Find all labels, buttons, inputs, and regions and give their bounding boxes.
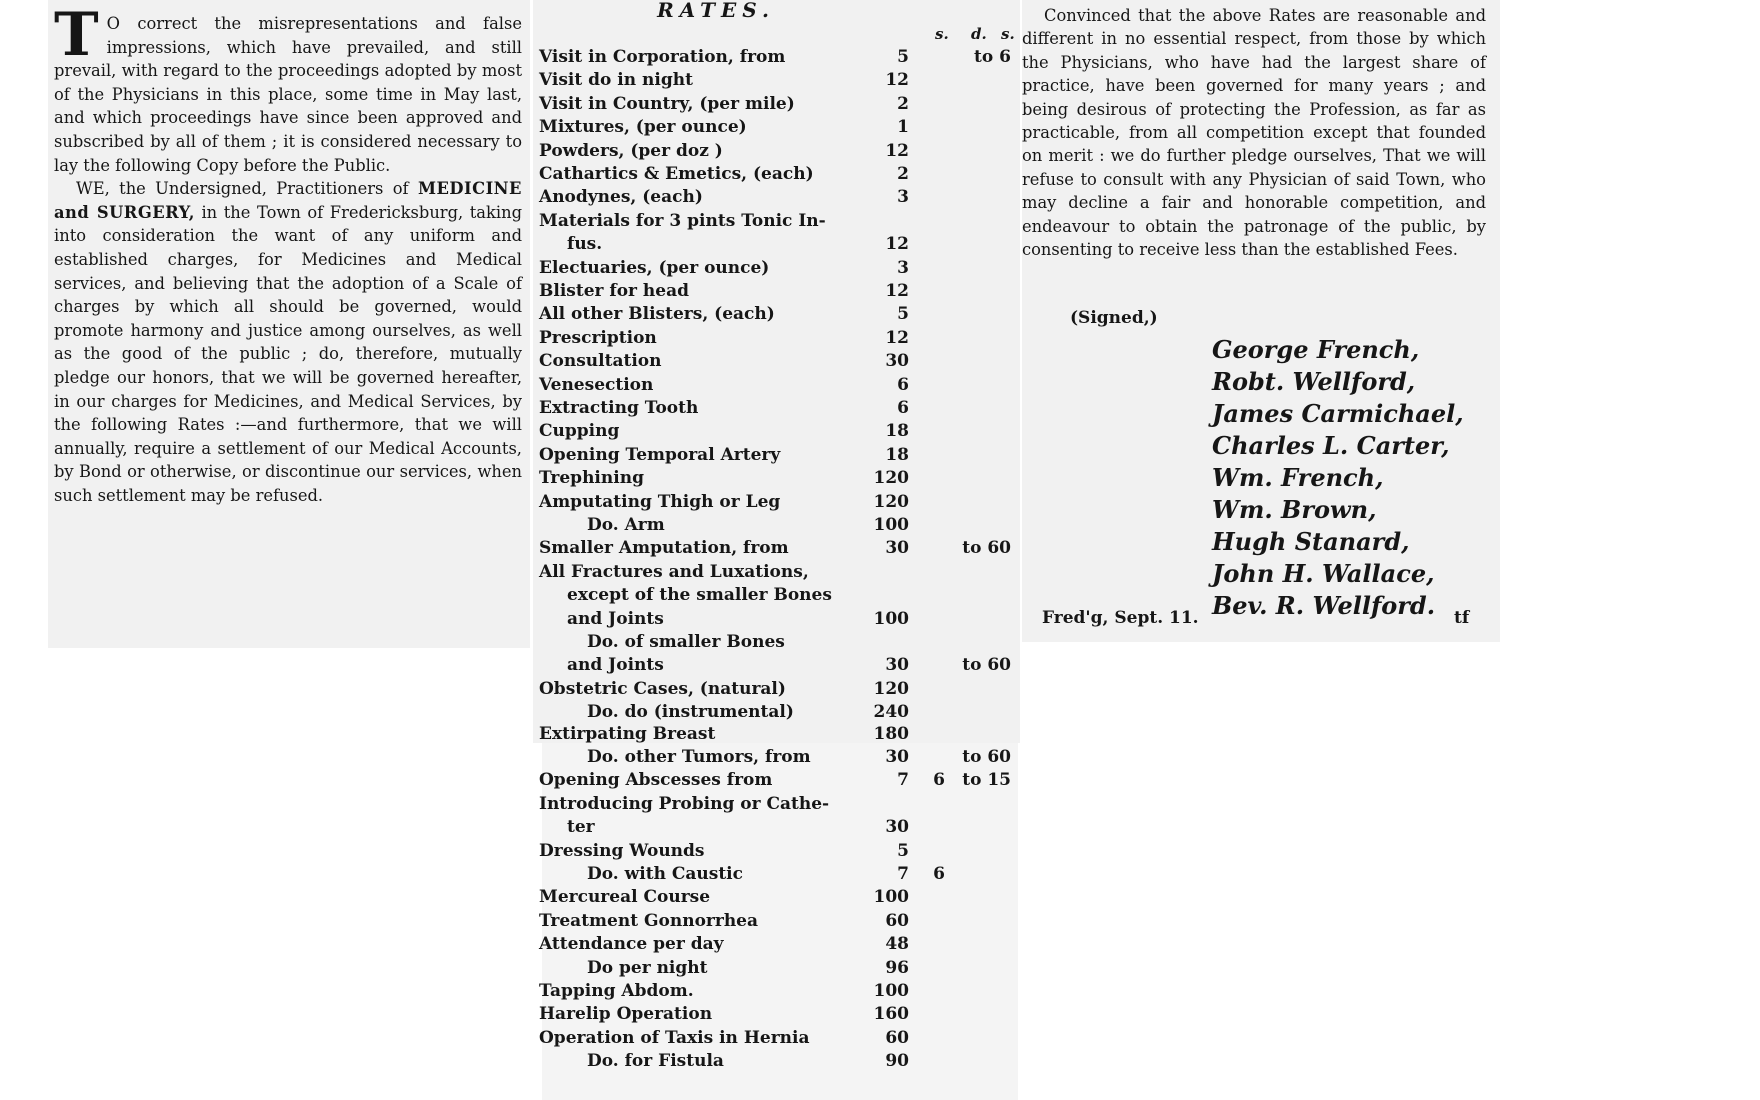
rate-range: to 60 <box>962 747 1011 767</box>
rate-shillings: 100 <box>873 515 909 535</box>
intro-paragraph-1 <box>54 0 522 177</box>
rate-label: Do. Arm <box>587 515 665 535</box>
rate-label: Do. do (instrumental) <box>587 702 794 723</box>
signed-label: (Signed,) <box>1070 308 1158 328</box>
rate-row <box>539 492 1009 515</box>
rate-shillings: 90 <box>885 1051 909 1072</box>
rate-row <box>539 234 1009 257</box>
rate-label: Trephining <box>539 468 644 489</box>
rate-label: Opening Temporal Artery <box>539 444 781 465</box>
rate-label: Smaller Amputation, from <box>539 538 789 559</box>
rate-label: Cathartics & Emetics, (each) <box>539 164 814 184</box>
rate-row <box>539 187 1009 210</box>
rate-shillings: 1 <box>897 117 909 138</box>
rate-row <box>539 1028 1009 1051</box>
rate-label: Visit in Country, (per mile) <box>539 93 795 114</box>
rate-row <box>539 70 1009 93</box>
rate-shillings: 3 <box>897 187 909 208</box>
rate-range: to 60 <box>962 538 1011 559</box>
signer-name: Wm. French, <box>1212 463 1384 492</box>
rate-range: to 15 <box>962 770 1011 791</box>
rate-row <box>539 515 1009 538</box>
rate-shillings: 12 <box>885 70 909 91</box>
rate-range: to 60 <box>962 655 1011 676</box>
rate-row <box>539 887 1009 910</box>
rate-shillings: 120 <box>873 468 909 489</box>
intro-paragraph-2-rest: in the Town of Fredericksburg, taking into consideration the want of any uniform and established charges, for Medicines and Medical services, and believing that the adoption of a Scale of charges by which all should be governed, would promote harmony and justice among ourselves, as well as the good of the public ; do, therefore, mutually pledge our honors, that we will be governed hereafter, in our charges for Medicines, and Medical Services, by the following Rates :—and furthermore, that we will annually, require a settlement of our Medical Accounts, by Bond or otherwise, or discontinue our services, when such settlement may be refused. <box>54 202 522 505</box>
rate-row <box>539 351 1009 374</box>
rate-shillings: 30 <box>885 351 909 372</box>
rate-shillings: 30 <box>885 747 909 767</box>
rate-label: Powders, (per doz ) <box>539 140 723 161</box>
rate-row <box>539 934 1009 957</box>
rate-label: Attendance per day <box>539 934 724 955</box>
rate-shillings: 7 <box>897 864 909 884</box>
rate-row <box>539 724 1009 747</box>
rate-shillings: 5 <box>897 47 909 67</box>
rate-shillings: 5 <box>897 840 909 861</box>
rate-label: Do. other Tumors, from <box>587 747 811 767</box>
rate-row <box>539 117 1009 140</box>
rates-column-continued <box>539 723 1018 1100</box>
rate-shillings: 18 <box>885 444 909 465</box>
rate-row <box>539 304 1009 327</box>
rate-shillings: 120 <box>873 678 909 699</box>
rate-shillings: 5 <box>897 304 909 325</box>
signer-name: John H. Wallace, <box>1212 559 1435 588</box>
rate-label: Anodynes, (each) <box>539 187 703 208</box>
rate-row <box>539 770 1009 793</box>
till-forbid-mark: tf <box>1454 608 1470 628</box>
rate-label: except of the smaller Bones <box>567 585 832 606</box>
rate-row <box>539 375 1009 398</box>
rate-row <box>539 281 1009 304</box>
rate-label: Mercureal Course <box>539 887 711 908</box>
rate-row <box>539 747 1009 770</box>
rate-row <box>539 958 1009 981</box>
rate-label: All Fractures and Luxations, <box>539 561 809 582</box>
rate-label: Extirpating Breast <box>539 723 716 744</box>
signer-name: Wm. Brown, <box>1212 495 1377 524</box>
rate-label: All other Blisters, (each) <box>539 304 775 325</box>
signer-name: George French, <box>1212 335 1420 364</box>
rate-label: Visit in Corporation, from <box>539 47 786 67</box>
rate-row <box>539 655 1009 678</box>
rate-shillings: 240 <box>873 702 909 723</box>
rate-label: Do per night <box>587 957 708 978</box>
rate-row <box>539 398 1009 421</box>
rate-label: Do. of smaller Bones <box>587 632 785 652</box>
rate-shillings: 6 <box>897 374 909 395</box>
pence-column-header: d. <box>971 25 987 43</box>
rate-label: and Joints <box>567 608 664 629</box>
rate-row <box>539 538 1009 561</box>
rate-shillings: 96 <box>885 957 909 978</box>
rate-shillings: 60 <box>885 1027 909 1048</box>
rate-row <box>539 258 1009 281</box>
rate-shillings: 30 <box>885 538 909 559</box>
rate-pence: 6 <box>933 864 945 884</box>
rate-row <box>539 421 1009 444</box>
signer-name: James Carmichael, <box>1212 399 1464 428</box>
rate-shillings: 180 <box>873 723 909 744</box>
rate-row <box>539 911 1009 934</box>
pledge-paragraph: Convinced that the above Rates are reasonable and different in no essential respect, from those by which the Physicians, who have had the largest share of practice, have been governed for many years ; and being desirous of protecting the Profession, as far as practicable, from all competition except that founded on merit : we do further pledge ourselves, That we will refuse to consult with any Physician of said Town, who may decline a fair and honorable competition, and endeavour to obtain the patronage of the public, by consenting to receive less than the established Fees. <box>1022 6 1486 260</box>
rate-range: to 6 <box>974 47 1011 67</box>
rate-label: Do. for Fistula <box>587 1051 724 1072</box>
rate-row <box>539 702 1009 725</box>
rate-label: ter <box>567 817 595 838</box>
intro-paragraph-2 <box>54 177 522 507</box>
rate-label: Tapping Abdom. <box>539 981 694 1001</box>
rate-label: Visit do in night <box>539 70 693 91</box>
rate-label: Extracting Tooth <box>539 398 699 418</box>
rate-label: Consultation <box>539 351 662 372</box>
intro-text <box>54 0 522 507</box>
rate-row <box>539 164 1009 187</box>
rate-shillings: 30 <box>885 817 909 838</box>
rate-shillings: 100 <box>873 981 909 1001</box>
rate-row <box>539 94 1009 117</box>
signer-name: Robt. Wellford, <box>1212 367 1416 396</box>
rate-label: Do. with Caustic <box>587 864 743 884</box>
rate-label: Harelip Operation <box>539 1004 713 1025</box>
pledge-text <box>1022 4 1486 261</box>
pledge-column <box>1022 0 1500 642</box>
drop-cap: T <box>54 0 99 70</box>
rate-label: Dressing Wounds <box>539 840 705 861</box>
rate-label: Introducing Probing or Cathe- <box>539 793 830 814</box>
rate-row <box>539 47 1009 70</box>
rate-label: Cupping <box>539 421 620 442</box>
rate-label: Blister for head <box>539 281 690 301</box>
signer-name: Hugh Stanard, <box>1212 527 1410 556</box>
rate-shillings: 160 <box>873 1004 909 1025</box>
rate-row <box>539 211 1009 234</box>
signer-name: Bev. R. Wellford. <box>1212 591 1436 620</box>
signer-name: Charles L. Carter, <box>1212 431 1450 460</box>
shillings-column-header: s. <box>935 25 949 43</box>
rate-shillings: 18 <box>885 421 909 442</box>
signer-list <box>1212 334 1464 622</box>
rate-shillings: 6 <box>897 398 909 418</box>
rate-label: and Joints <box>567 655 664 676</box>
rate-shillings: 7 <box>897 770 909 791</box>
intro-paragraph-2-lead: WE, the Undersigned, Practitioners of <box>76 179 409 199</box>
rate-shillings: 2 <box>897 164 909 184</box>
rate-row <box>539 445 1009 468</box>
rate-label: Venesection <box>539 374 654 395</box>
rate-row <box>539 328 1009 351</box>
rate-shillings: 100 <box>873 887 909 908</box>
rate-label: Prescription <box>539 327 657 348</box>
rate-row <box>539 981 1009 1004</box>
rate-shillings: 12 <box>885 327 909 348</box>
rate-row <box>539 864 1009 887</box>
rate-row <box>539 632 1009 655</box>
rate-shillings: 3 <box>897 257 909 278</box>
rate-shillings: 100 <box>873 608 909 629</box>
rate-row <box>539 562 1009 585</box>
intro-paragraph-1-text: O correct the misrepresentations and false impressions, which have prevailed, and still prevail, with regard to the proceedings adopted by most of the Physicians in this place, some time in May last, and which proceedings have since been approved and subscribed by all of them ; it is considered necessary to lay the following Copy before the Public. <box>54 14 522 175</box>
rate-shillings: 12 <box>885 140 909 161</box>
rate-row <box>539 679 1009 702</box>
rates-column <box>533 0 1020 743</box>
rate-label: Mixtures, (per ounce) <box>539 117 747 138</box>
rate-shillings: 120 <box>873 491 909 512</box>
rate-label: fus. <box>567 234 603 255</box>
rate-shillings: 2 <box>897 93 909 114</box>
rate-row <box>539 1051 1009 1074</box>
intro-paragraph-2-caps: MEDICINE and SURGERY, <box>54 179 522 222</box>
rate-row <box>539 585 1009 608</box>
rate-label: Electuaries, (per ounce) <box>539 257 770 278</box>
rate-row <box>539 817 1009 840</box>
rate-row <box>539 794 1009 817</box>
rate-row <box>539 1004 1009 1027</box>
rate-row <box>539 141 1009 164</box>
rates-heading: RATES. <box>657 0 775 22</box>
rate-label: Treatment Gonnorrhea <box>539 910 759 931</box>
rate-shillings: 12 <box>885 281 909 301</box>
rate-shillings: 48 <box>885 934 909 955</box>
rate-label: Amputating Thigh or Leg <box>539 491 781 512</box>
to-shillings-column-header: s. <box>1001 25 1015 43</box>
rate-label: Obstetric Cases, (natural) <box>539 678 786 699</box>
rate-shillings: 12 <box>885 234 909 255</box>
rate-row <box>539 841 1009 864</box>
rate-shillings: 60 <box>885 910 909 931</box>
rate-label: Operation of Taxis in Hernia <box>539 1027 810 1048</box>
rate-shillings: 30 <box>885 655 909 676</box>
rate-label: Opening Abscesses from <box>539 770 773 791</box>
rate-row <box>539 609 1009 632</box>
rate-label: Materials for 3 pints Tonic In- <box>539 210 826 231</box>
rate-row <box>539 468 1009 491</box>
dateline: Fred'g, Sept. 11. <box>1042 608 1199 628</box>
rate-pence: 6 <box>933 770 945 791</box>
intro-column <box>48 0 530 648</box>
